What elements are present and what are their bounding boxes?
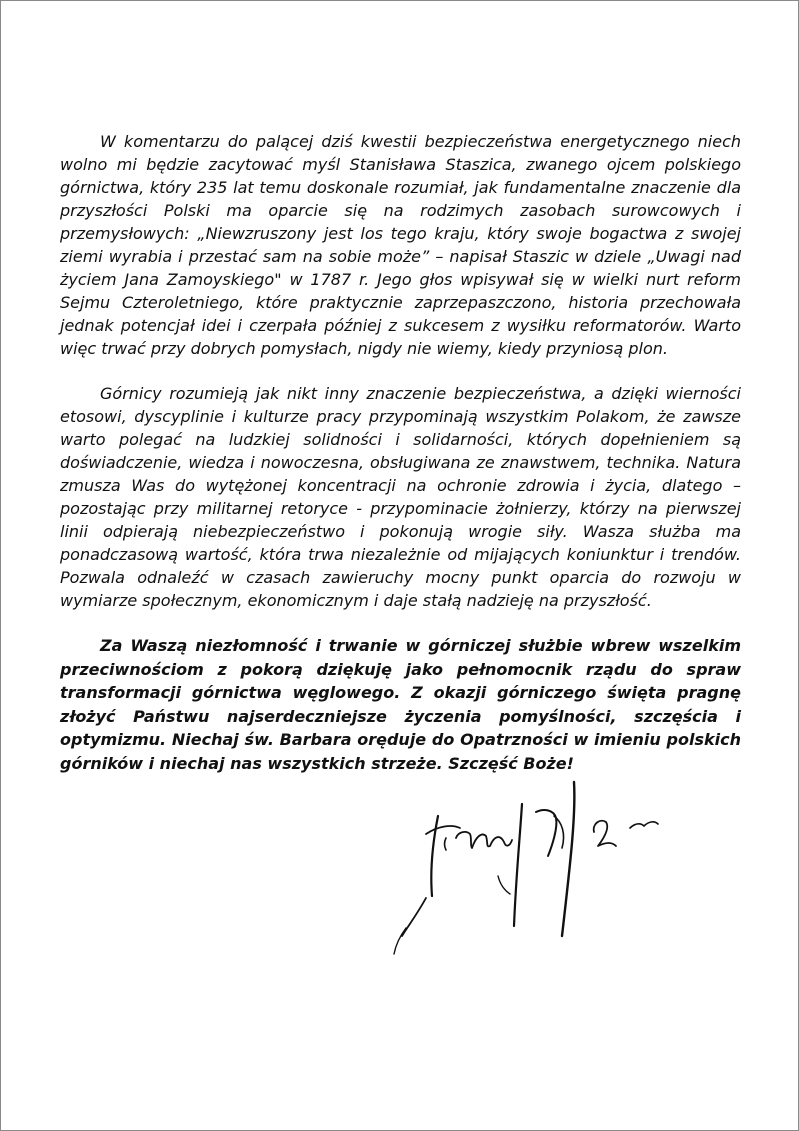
paragraph-miners-safety: Górnicy rozumieją jak nikt inny znaczenie bezpieczeństwa, a dzięki wierności etosowi, dyscyplinie i kulturze pracy przypominają wszystkim Polakom, że zawsze warto polegać na ludzkiej solidności i solidarności, których dopełnieniem są doświadczenie, wiedza i nowoczesna, obsługiwana ze znawstwem, technika. Natura zmusza Was do wytężonej koncentracji na ochronie zdrowia i życia, dlatego – pozostając przy militarnej retoryce - przypominacie żołnierzy, którzy na pierwszej linii odpierają niebezpieczeństwo i pokonują wrogie siły. Wasza służba ma ponadczasową wartość, która trwa niezależnie od mijających koniunktur i trendów. Pozwala odnaleźć w czasach zawieruchy mocny punkt oparcia do rozwoju w wymiarze społecznym, ekonomicznym i daje stałą nadzieję na przyszłość. xyxy=(60,384,741,610)
paragraph-staszic-quote: W komentarzu do palącej dziś kwestii bezpieczeństwa energetycznego niech wolno mi będzie zacytować myśl Stanisława Staszica, zwanego ojcem polskiego górnictwa, który 235 lat temu doskonale rozumiał, jak fundamentalne znaczenie dla przyszłości Polski ma oparcie się na rodzimych zasobach surowcowych i przemysłowych: „Niewzruszony jest los tego kraju, który swoje bogactwa z swojej ziemi wyrabia i przestać sam na sobie może” – napisał Staszic w dziele „Uwagi nad życiem Jana Zamoyskiego" w 1787 r. Jego głos wpisywał się w wielki nurt reform Sejmu Czteroletniego, które praktycznie zaprzepaszczono, historia przechowała jednak potencjał idei i czerpała później z sukcesem z wysiłku reformatorów. Warto więc trwać przy dobrych pomysłach, nigdy nie wiemy, kiedy przyniosą plon. xyxy=(60,132,741,358)
letter-body xyxy=(60,130,741,797)
paragraph-closing-wishes: Za Waszą niezłomność i trwanie w górniczej służbie wbrew wszelkim przeciwnościom z pokorą dziękuję jako pełnomocnik rządu do spraw transformacji górnictwa węglowego. Z okazji górniczego święta pragnę złożyć Państwu najserdeczniejsze życzenia pomyślności, szczęścia i optymizmu. Niechaj św. Barbara oręduje do Opatrzności w imieniu polskich górników i niechaj nas wszystkich strzeże. Szczęść Boże! xyxy=(60,636,741,773)
handwritten-signature-icon xyxy=(386,776,686,961)
